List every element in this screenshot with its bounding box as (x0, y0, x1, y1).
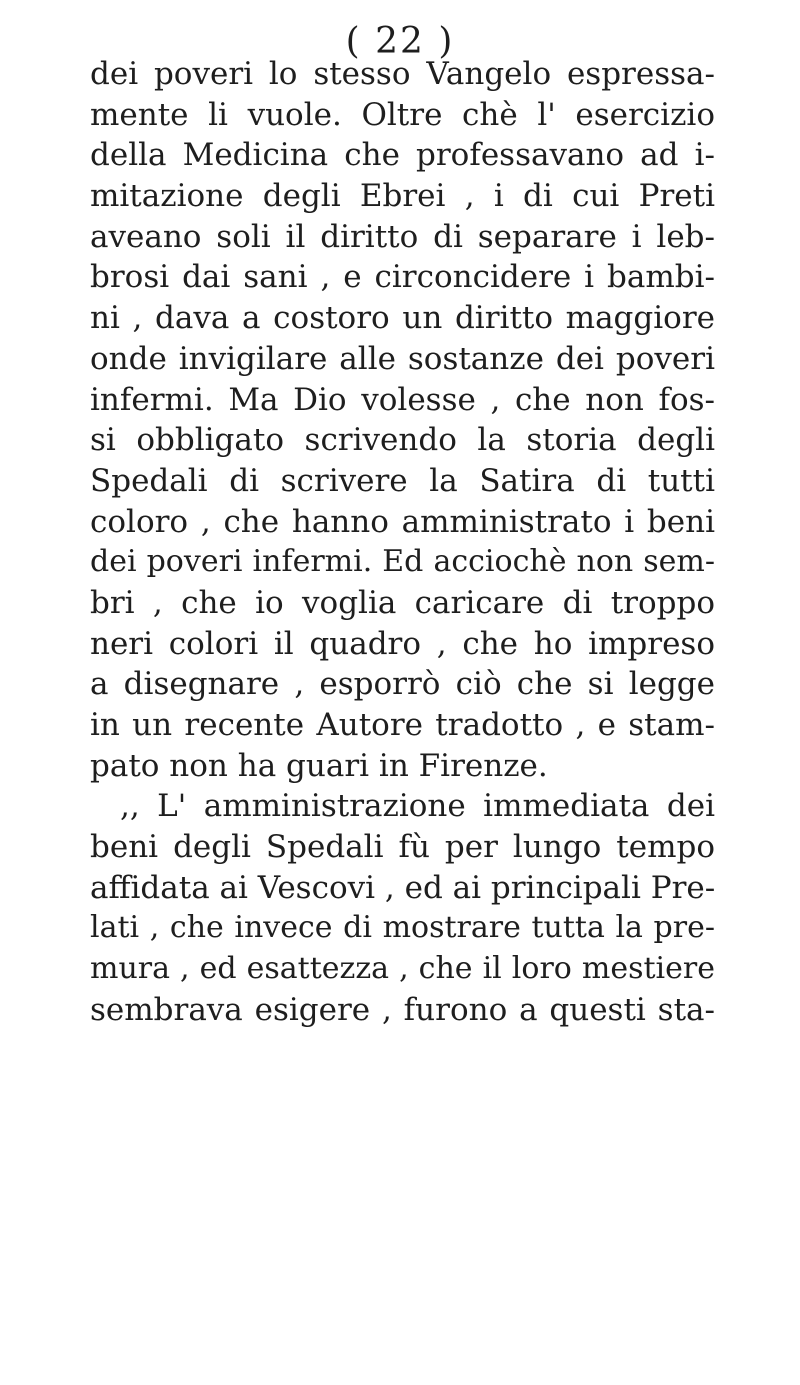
text-line: coloro , che hanno amministrato i beni (90, 503, 715, 540)
text-line: si obbligato scrivendo la storia degli (90, 422, 715, 459)
text-line: a disegnare , esporrò ciò che si legge (90, 666, 715, 703)
text-line: onde invigilare alle sostanze dei poveri (90, 340, 715, 377)
text-line: sembrava esigere , furono a questi sta- (90, 991, 715, 1028)
text-line: dei poveri infermi. Ed acciochè non sem- (90, 544, 715, 580)
text-line: brosi dai sani , e circoncidere i bambi- (90, 259, 715, 296)
text-line: mura , ed esattezza , che il loro mestiere (90, 951, 715, 987)
text-line: mente li vuole. Oltre chè l' esercizio (90, 96, 715, 133)
text-line: in un recente Autore tradotto , e stam- (90, 707, 715, 743)
text-line: pato non ha guari in Firenze. (90, 747, 548, 784)
text-line: ni , dava a costoro un diritto maggiore (90, 300, 715, 337)
text-line: Spedali di scrivere la Satira di tutti (90, 462, 715, 499)
text-line: mitazione degli Ebrei , i di cui Preti (90, 178, 715, 215)
text-line: lati , che invece di mostrare tutta la pre- (90, 910, 715, 946)
text-line: beni degli Spedali fù per lungo tempo (90, 829, 715, 866)
page-number: ( 22 ) (345, 21, 455, 62)
text-line: infermi. Ma Dio volesse , che non fos- (90, 381, 715, 418)
text-line: bri , che io voglia caricare di troppo (90, 584, 715, 621)
text-line: dei poveri lo stesso Vangelo espressa- (90, 56, 715, 92)
text-line: aveano soli il diritto di separare i leb- (90, 218, 715, 255)
text-line: neri colori il quadro , che ho impreso (90, 625, 715, 662)
text-line: ,, L' amministrazione immediata dei (120, 788, 715, 825)
text-line: della Medicina che professavano ad i- (90, 137, 715, 174)
text-line: affidata ai Vescovi , ed ai principali Pre- (90, 869, 716, 906)
body-text (90, 54, 715, 1031)
